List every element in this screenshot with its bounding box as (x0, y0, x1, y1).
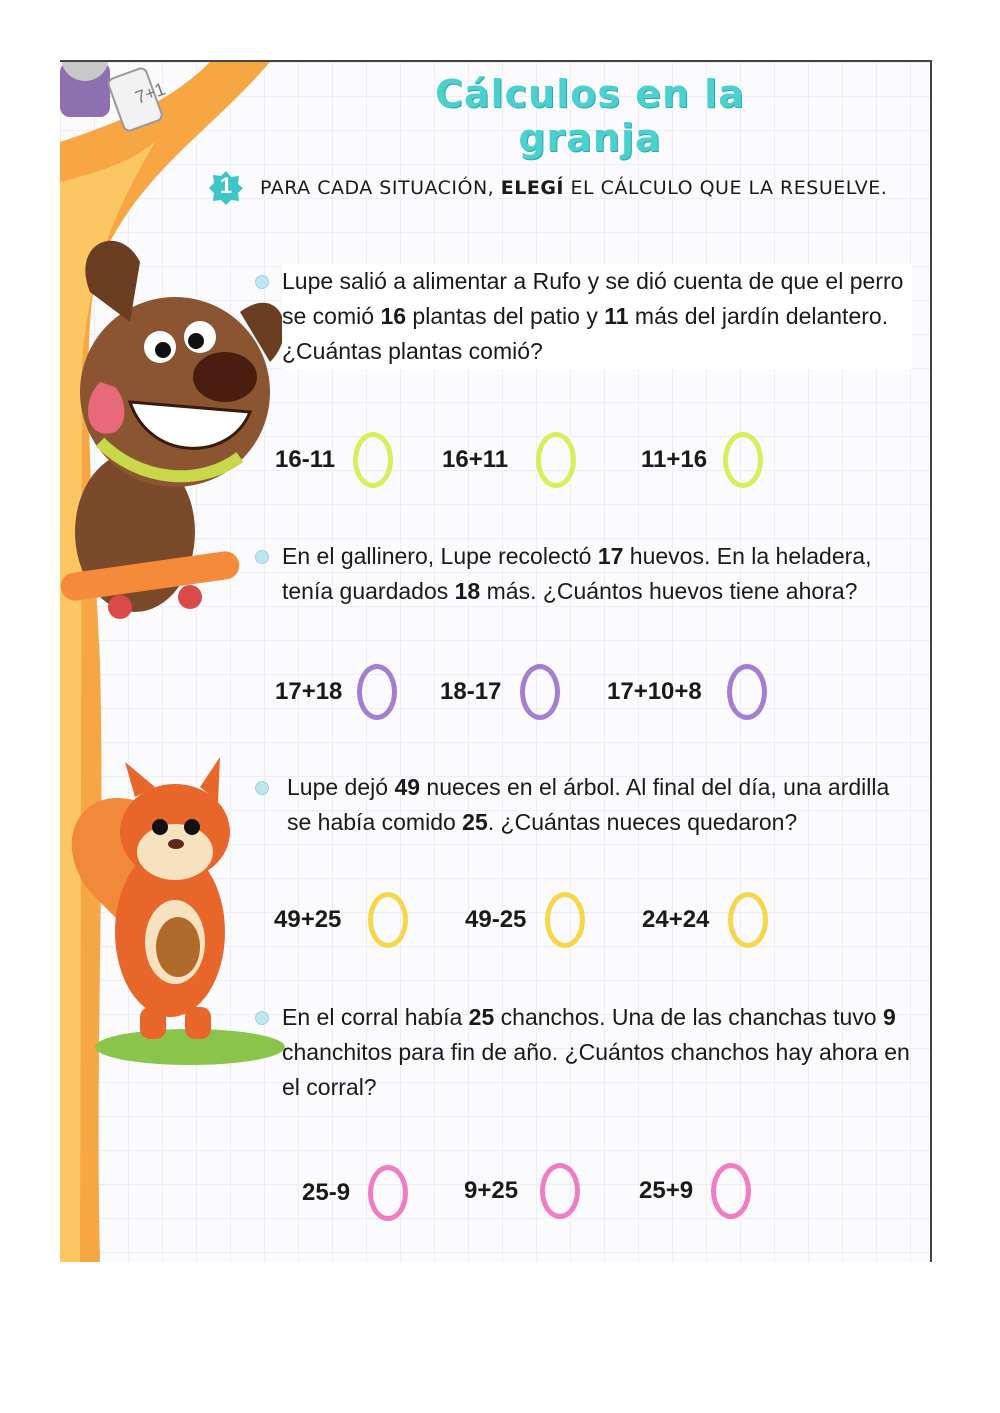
problem-4-text: En el corral había 25 chanchos. Una de las chanchas tuvo 9 chanchitos para fin de año. ¿Cuántos chanchos hay ahora en el corral? (282, 1004, 910, 1100)
cat-with-calculator-icon (60, 62, 168, 132)
problem-1 (255, 264, 915, 374)
problem-1-text: Lupe salió a alimentar a Rufo y se dió cuenta de que el perro se comió 16 plantas del patio y 11 más del jardín delantero. ¿Cuántas plantas comió? (282, 264, 912, 369)
page-title: Cálculos en la granja (435, 72, 745, 160)
bullet-icon (255, 275, 269, 289)
answer-circle[interactable] (545, 892, 585, 948)
answer-circle[interactable] (727, 664, 767, 720)
answer-circle[interactable] (357, 664, 397, 720)
option-expression: 17+18 (275, 678, 343, 705)
problem-2-text: En el gallinero, Lupe recolectó 17 huevos. En la heladera, tenía guardados 18 más. ¿Cuántos huevos tiene ahora? (282, 543, 872, 604)
instruction-prefix: PARA CADA SITUACIÓN, (260, 177, 501, 199)
answer-option[interactable] (642, 892, 792, 952)
option-expression: 25+9 (639, 1177, 694, 1204)
answer-option[interactable] (607, 664, 787, 724)
answer-option[interactable] (302, 1165, 432, 1225)
svg-text:7+1: 7+1 (132, 78, 169, 108)
answer-circle[interactable] (353, 432, 393, 488)
bullet-icon (255, 550, 269, 564)
answer-circle[interactable] (520, 664, 560, 720)
option-expression: 25-9 (302, 1179, 351, 1206)
answer-circle[interactable] (711, 1163, 751, 1219)
instruction-suffix: EL CÁLCULO QUE LA RESUELVE. (564, 177, 888, 199)
exercise-number: 1 (219, 173, 233, 198)
option-expression: 17+10+8 (607, 678, 702, 705)
dog-on-skateboard-icon (60, 241, 284, 619)
option-expression: 16+11 (442, 446, 509, 473)
answer-option[interactable] (641, 432, 781, 492)
option-expression: 24+24 (642, 906, 710, 933)
answer-option[interactable] (639, 1163, 779, 1223)
instruction-emphasis: ELEGÍ (500, 177, 564, 199)
bullet-icon (255, 781, 269, 795)
option-expression: 16-11 (275, 446, 336, 473)
answer-option[interactable] (275, 664, 415, 724)
bullet-icon (255, 1011, 269, 1025)
squirrel-holding-nut-icon (72, 757, 285, 1065)
instruction-text (260, 172, 900, 204)
answer-circle[interactable] (536, 432, 576, 488)
answer-option[interactable] (274, 892, 424, 952)
answer-option[interactable] (465, 892, 615, 952)
answer-circle[interactable] (723, 432, 763, 488)
option-expression: 49-25 (465, 906, 527, 933)
option-expression: 9+25 (464, 1177, 519, 1204)
answer-circle[interactable] (540, 1163, 580, 1219)
option-expression: 18-17 (440, 678, 502, 705)
problem-3 (255, 770, 915, 880)
answer-circle[interactable] (368, 892, 408, 948)
answer-circle[interactable] (368, 1165, 408, 1221)
problem-2 (255, 539, 915, 649)
worksheet-page (60, 60, 932, 1262)
option-expression: 11+16 (641, 446, 708, 473)
exercise-number-badge (208, 170, 244, 206)
option-expression: 49+25 (274, 906, 342, 933)
answer-circle[interactable] (728, 892, 768, 948)
problem-4 (255, 1000, 915, 1110)
answer-option[interactable] (275, 432, 405, 492)
problem-3-text: Lupe dejó 49 nueces en el árbol. Al final del día, una ardilla se había comido 25. ¿Cuántas nueces quedaron? (287, 774, 890, 835)
answer-option[interactable] (440, 664, 580, 724)
answer-option[interactable] (442, 432, 592, 492)
answer-option[interactable] (464, 1163, 604, 1223)
